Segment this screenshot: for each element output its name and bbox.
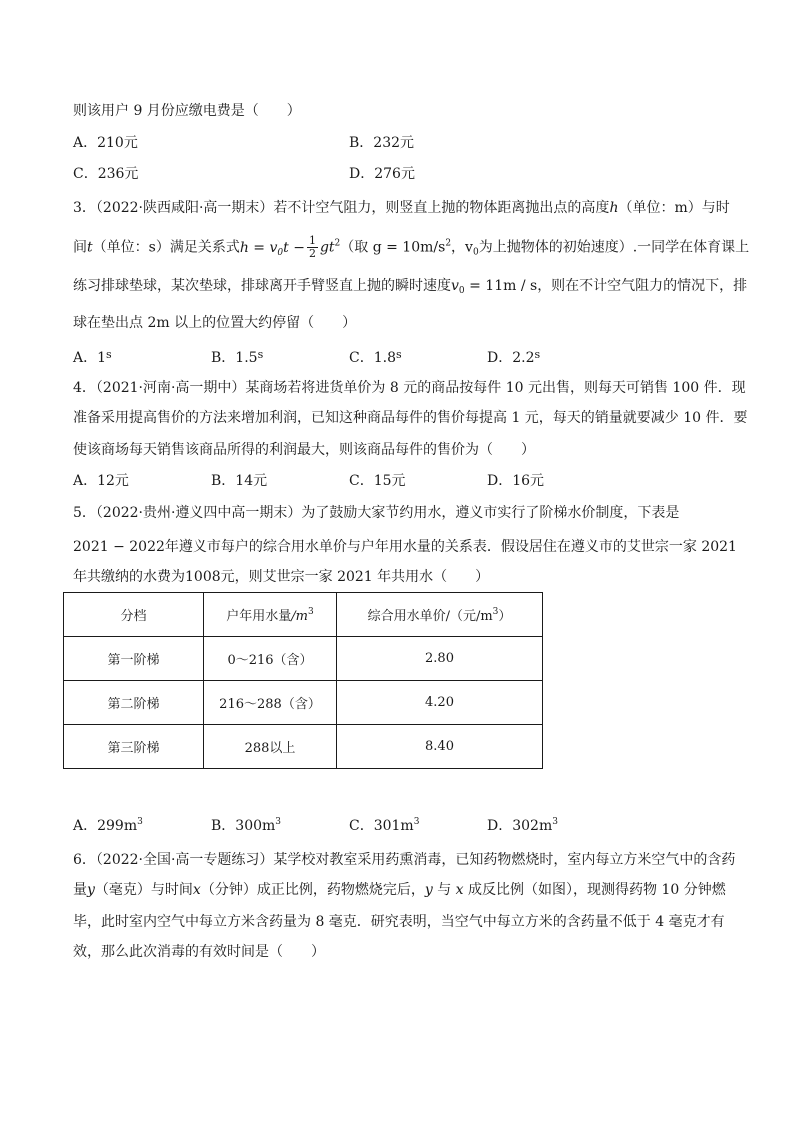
q5-stem-line2: 2021 − 2022年遵义市每户的综合用水单价与户年用水量的关系表．假设居住在遵义市的艾世宗一家 2021 (73, 539, 737, 555)
q3-option-b[interactable] (211, 345, 263, 368)
formula (240, 240, 305, 256)
option-unit: s (534, 348, 541, 361)
table-row (64, 637, 543, 681)
formula-part: h = v (239, 239, 278, 256)
formula-sub: 0 (277, 247, 284, 258)
header-unit: /m (291, 609, 308, 624)
header-tier: 分档 (64, 593, 204, 637)
q3-stem-line4: 球在垫出点 2m 以上的位置大约停留（ ） (73, 315, 357, 331)
var-x: x (192, 882, 201, 898)
option-label: B．1.5 (211, 350, 258, 366)
formula-fraction (307, 235, 318, 260)
q5-option-d[interactable] (487, 816, 558, 836)
q3-option-c[interactable] (349, 345, 402, 368)
var-t: t (87, 239, 93, 256)
q6-stem-line2 (73, 880, 726, 900)
q6-stem-line3: 毕，此时室内空气中每立方米含药量为 8 毫克．研究表明，当空气中每立方米的含药量不低于 4 毫克才有 (73, 914, 725, 930)
cell-tier: 第三阶梯 (64, 725, 204, 769)
table-header-row (64, 593, 543, 637)
fraction-denominator: 2 (308, 247, 316, 260)
range-note: （含） (281, 697, 321, 712)
cell-range (204, 681, 337, 725)
q3-text: （取 g = 10m/s (340, 239, 446, 256)
fraction-numerator: 1 (308, 234, 316, 247)
cell-range (204, 725, 337, 769)
header-text: 综合用水单价/（元/m (367, 609, 493, 624)
q6-stem-line1: 6．（2022·全国·高一专题练习）某学校对教室采用药熏消毒，已知药物燃烧时，室内每立方米空气中的含药 (73, 852, 736, 868)
cell-price: 2.80 (337, 637, 543, 681)
option-label: A．299m (73, 818, 138, 834)
formula-part: = 11m / s (464, 278, 538, 294)
option-label: D．302m (487, 818, 553, 834)
formula-part: t − (283, 239, 305, 256)
option-sup: 3 (413, 817, 420, 827)
cell-price: 8.40 (337, 725, 543, 769)
option-label: B．300m (211, 818, 276, 834)
option-sup: 3 (275, 817, 282, 827)
header-sup: 3 (308, 607, 314, 617)
var-y: y (424, 882, 433, 898)
var-h: h (609, 200, 619, 216)
option-label: A．1 (73, 350, 107, 366)
q2-option-a[interactable]: A．210元 (73, 135, 138, 151)
formula-sub: 0 (458, 286, 465, 296)
range-value: 216～288 (219, 697, 282, 712)
q3-text: 练习排球垫球，某次垫球，排球离开手臂竖直上抛的瞬时速度 (73, 278, 451, 294)
q3-option-d[interactable] (487, 345, 540, 368)
q2-stem: 则该用户 9 月份应缴电费是（ ） (73, 103, 301, 119)
cell-tier: 第二阶梯 (64, 681, 204, 725)
header-text: 户年用水量 (226, 609, 292, 624)
range-note: （含） (273, 653, 313, 668)
q5-stem-line3: 年共缴纳的水费为1008元，则艾世宗一家 2021 年共用水（ ） (73, 569, 490, 585)
range-value: 0～216 (227, 653, 274, 668)
q4-stem-line1: 4．（2021·河南·高一期中）某商场若将进货单价为 8 元的商品按每件 10 元出售，则每天可销售 100 件．现 (73, 380, 746, 396)
q3-text: （单位：m）与时 (618, 200, 730, 216)
q6-text: 与 (432, 882, 456, 898)
formula-sub: 0 (472, 247, 479, 258)
table-row (64, 681, 543, 725)
q3-text: ，则在不计空气阻力的情况下，排 (537, 278, 748, 294)
q5-option-a[interactable] (73, 816, 143, 836)
option-unit: s (257, 348, 264, 361)
q6-stem-line4: 效，那么此次消毒的有效时间是（ ） (73, 944, 325, 960)
q5-option-c[interactable] (349, 816, 419, 836)
q3-stem-line1 (73, 198, 730, 218)
q3-text: ，v (451, 239, 473, 256)
formula-sup: 2 (334, 238, 341, 249)
q4-option-a[interactable]: A．12元 (73, 473, 129, 489)
q3-text: 3．（2022·陕西咸阳·高一期末）若不计空气阻力，则竖直上抛的物体距离抛出点的高度 (73, 200, 610, 216)
cell-price: 4.20 (337, 681, 543, 725)
formula-part: gt (319, 239, 335, 256)
option-label: D．2.2 (487, 350, 535, 366)
var-x: x (455, 882, 464, 898)
q6-text: （分钟）成正比例，药物燃烧完后， (200, 882, 425, 898)
q4-option-d[interactable]: D．16元 (487, 473, 545, 489)
option-sup: 3 (552, 817, 558, 827)
q3-text: 间 (73, 239, 87, 256)
option-label: C．301m (349, 818, 414, 834)
range-value: 288 (244, 741, 270, 756)
cell-range (204, 637, 337, 681)
formula-part: v (451, 278, 459, 294)
header-price (337, 593, 543, 637)
q5-option-b[interactable] (211, 816, 281, 836)
option-label: C．1.8 (349, 350, 396, 366)
header-text: ） (498, 609, 512, 624)
q5-stem-line1: 5．（2022·贵州·遵义四中高一期末）为了鼓励大家节约用水，遵义市实行了阶梯水价制度，下表是 (73, 505, 680, 521)
q4-option-b[interactable]: B．14元 (211, 473, 268, 489)
option-unit: s (106, 348, 112, 361)
q4-stem-line3: 使该商场每天销售该商品所得的利润最大，则该商品每件的售价为（ ） (73, 442, 535, 458)
q3-text: 为上抛物体的初始速度）.一同学在体育课上 (478, 239, 750, 256)
q3-option-a[interactable] (73, 345, 112, 368)
water-price-table (63, 592, 543, 769)
q3-stem-line2 (73, 235, 749, 260)
q2-option-c[interactable]: C．236元 (73, 166, 139, 182)
formula-sup: 2 (445, 238, 452, 249)
option-unit: s (395, 348, 402, 361)
var-y: y (87, 882, 95, 898)
q3-stem-line3 (73, 276, 747, 296)
q6-text: 量 (73, 882, 87, 898)
q4-option-c[interactable]: C．15元 (349, 473, 406, 489)
q4-stem-line2: 准备采用提高售价的方法来增加利润，已知这种商品每件的售价每提高 1 元，每天的销量就要减少 10 件．要 (73, 410, 748, 426)
option-sup: 3 (137, 817, 143, 827)
header-usage (204, 593, 337, 637)
q3-text: （单位：s）满足关系式 (92, 239, 240, 256)
q2-option-b[interactable]: B．232元 (349, 135, 415, 151)
range-note: 以上 (269, 741, 296, 756)
q2-option-d[interactable]: D．276元 (349, 166, 415, 182)
cell-tier: 第一阶梯 (64, 637, 204, 681)
table-row (64, 725, 543, 769)
q6-text: 成反比例（如图），现测得药物 10 分钟燃 (463, 882, 726, 898)
header-sup: 3 (492, 607, 499, 617)
q6-text: （毫克）与时间 (94, 882, 193, 898)
